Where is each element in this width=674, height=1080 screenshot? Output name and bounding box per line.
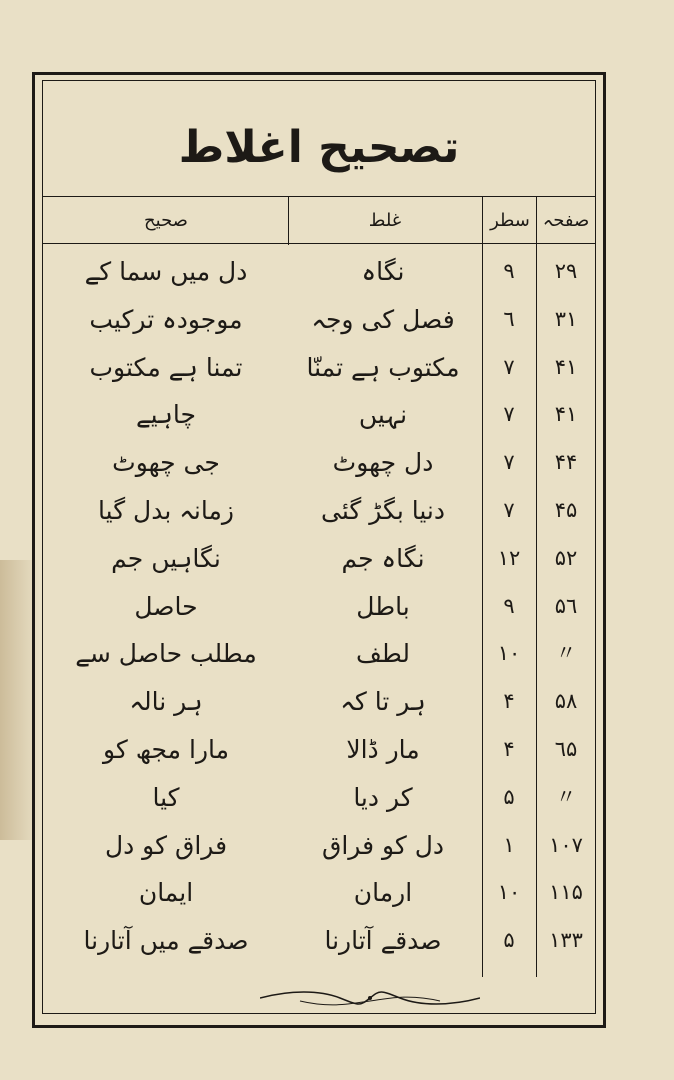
correct-cell: کیا (152, 782, 180, 812)
table-row (42, 439, 596, 487)
table-row (42, 487, 596, 535)
correct-cell: جی چھوٹ (112, 448, 220, 478)
line-cell: ۱۲ (497, 545, 521, 570)
correct-cell: نگاہیں جم (111, 543, 221, 573)
line-cell: ۹ (503, 593, 515, 618)
wrong-cell: فصل کی وجہ (311, 304, 455, 334)
correct-cell: مارا مجھ کو (102, 734, 230, 764)
correct-cell: موجودہ ترکیب (89, 304, 243, 334)
table-row (42, 344, 596, 392)
header-top-rule (42, 196, 596, 197)
correct-cell: مطلب حاصل سے (75, 639, 257, 669)
column-divider-header (288, 196, 289, 245)
page-cell: ۴۱ (554, 402, 578, 427)
wrong-cell: صدقے آتارنا (324, 926, 442, 956)
ornament-flourish (260, 986, 480, 1010)
page-cell: 〃 (555, 784, 577, 809)
table-row (42, 822, 596, 870)
line-cell: ۱۰ (497, 880, 521, 905)
line-cell: ۱ (503, 832, 515, 857)
line-cell: ۱۰ (497, 641, 521, 666)
page-cell: ۴۵ (554, 497, 578, 522)
page-cell: ۵۸ (554, 689, 578, 714)
line-cell: ۷ (503, 497, 515, 522)
header-bottom-rule (42, 243, 596, 244)
wrong-cell: دنیا بگڑ گئی (321, 495, 445, 525)
header-page: صفحہ (542, 210, 590, 231)
table-row (42, 248, 596, 296)
errata-table (42, 248, 596, 965)
page-cell: ۱۰۷ (549, 832, 583, 857)
wrong-cell: دل چھوٹ (332, 448, 434, 478)
header-correct: صحیح (144, 210, 188, 231)
table-row (42, 583, 596, 631)
page-cell: ۴۱ (554, 354, 578, 379)
page-cell: ۳۱ (554, 306, 578, 331)
page-cell: ۱۱۵ (549, 880, 583, 905)
wrong-cell: کر دیا (353, 782, 413, 812)
page-cell: 〃 (555, 641, 577, 666)
line-cell: ۴ (503, 736, 515, 761)
page-title: تصحیح اغلاط (178, 122, 460, 173)
table-row (42, 678, 596, 726)
correct-cell: صدقے میں آتارنا (83, 926, 249, 956)
line-cell: ۷ (503, 354, 515, 379)
correct-cell: فراق کو دل (104, 830, 228, 860)
wrong-cell: مار ڈالا (346, 734, 420, 764)
correct-cell: چاہیے (136, 400, 196, 430)
correct-cell: ہر نالہ (129, 687, 203, 717)
wrong-cell: نگاہ جم (341, 543, 425, 573)
correct-cell: حاصل (134, 591, 198, 621)
wrong-cell: نہیں (358, 400, 408, 430)
wrong-cell: باطل (356, 591, 410, 621)
table-row (42, 535, 596, 583)
table-row (42, 917, 596, 965)
line-cell: ۹ (503, 259, 515, 283)
table-row (42, 726, 596, 774)
page-cell: ۲۹ (554, 259, 578, 283)
page-cell: ۵٦ (554, 593, 578, 618)
page-cell: ۴۴ (554, 450, 578, 475)
wrong-cell: ہر تا کہ (340, 687, 426, 717)
table-row (42, 391, 596, 439)
table-row (42, 296, 596, 344)
wrong-cell: مکتوب ہے تمنّا (306, 352, 460, 382)
wrong-cell: لطف (355, 639, 410, 669)
header-wrong: غلط (368, 210, 402, 231)
correct-cell: ایمان (138, 878, 194, 908)
line-cell: ۴ (503, 689, 515, 714)
line-cell: ٦ (503, 306, 515, 331)
wrong-cell: ارمان (353, 878, 413, 908)
page-cell: ۱۳۳ (549, 928, 583, 953)
table-row (42, 869, 596, 917)
table-row (42, 630, 596, 678)
correct-cell: زمانہ بدل گیا (98, 495, 234, 525)
wrong-cell: دل کو فراق (321, 830, 445, 860)
page-cell: ٦۵ (554, 736, 578, 761)
correct-cell: دل میں سما کے (84, 257, 248, 286)
line-cell: ۵ (503, 928, 515, 953)
correct-cell: تمنا ہے مکتوب (89, 352, 243, 382)
header-line: سطر (490, 210, 530, 231)
line-cell: ۷ (503, 402, 515, 427)
wrong-cell: نگاہ (361, 257, 405, 286)
table-row (42, 774, 596, 822)
line-cell: ۵ (503, 784, 515, 809)
line-cell: ۷ (503, 450, 515, 475)
page-cell: ۵۲ (554, 545, 578, 570)
